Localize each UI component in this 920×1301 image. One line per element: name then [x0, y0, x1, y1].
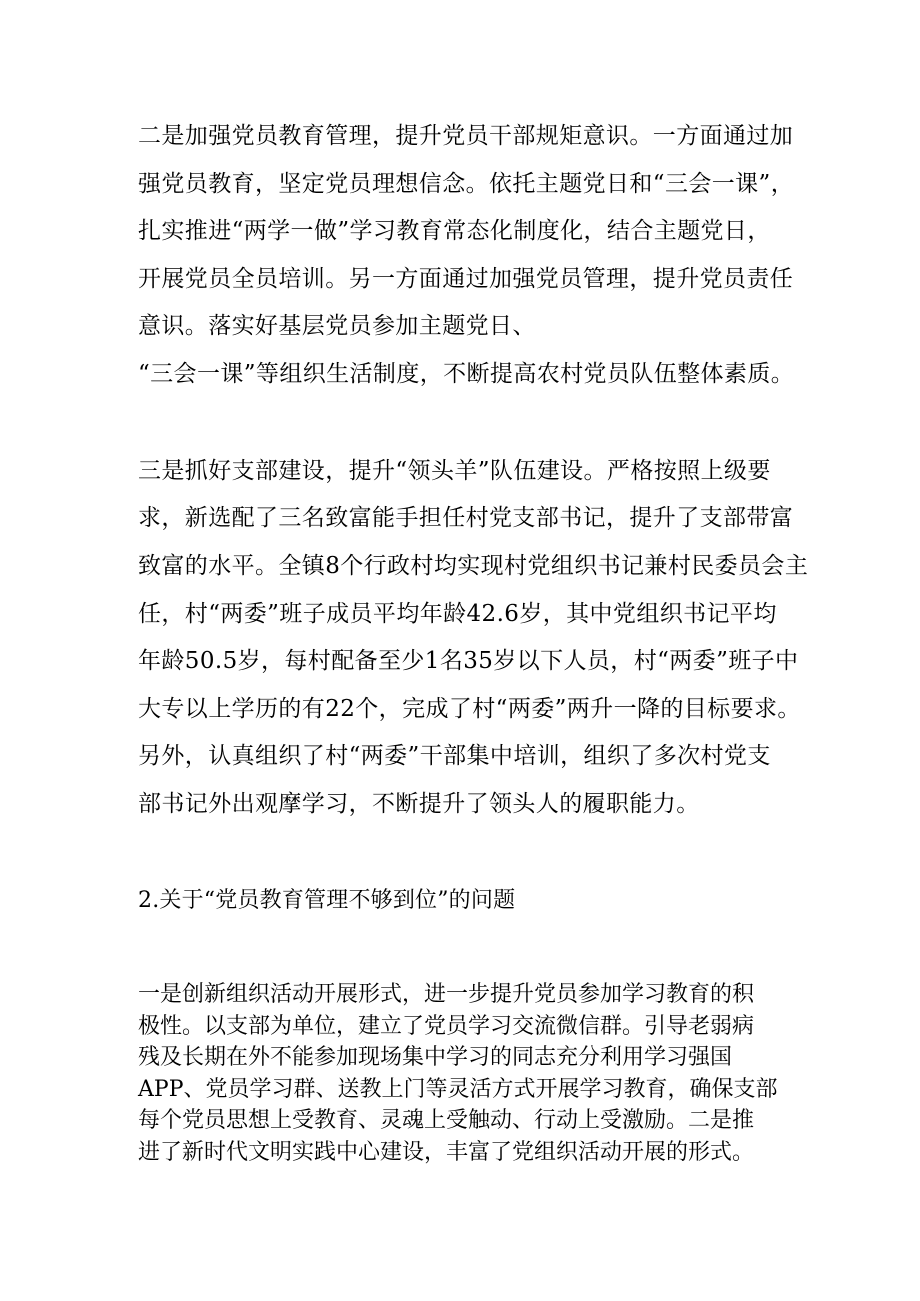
- paragraph-line: 进了新时代文明实践中心建设，丰富了党组织活动开展的形式。: [138, 1140, 755, 1165]
- paragraph-line: 二是加强党员教育管理，提升党员干部规矩意识。一方面通过加: [138, 123, 794, 149]
- paragraph-line: 意识。落实好基层党员参加主题党日、: [138, 313, 536, 339]
- paragraph-line: 年龄50.5岁，每村配备至少1名35岁以下人员，村“两委”班子中: [138, 648, 799, 674]
- paragraph-line: “三会一课”等组织生活制度，不断提高农村党员队伍整体素质。: [138, 361, 795, 387]
- paragraph-line: 残及长期在外不能参加现场集中学习的同志充分利用学习强国: [138, 1045, 733, 1070]
- paragraph-line: 极性。以支部为单位，建立了党员学习交流微信群。引导老弱病: [138, 1014, 755, 1039]
- paragraph-line: 强党员教育，坚定党员理想信念。依托主题党日和“三会一课”，: [138, 171, 795, 197]
- section-heading-text: 2.关于“党员教育管理不够到位”的问题: [138, 888, 516, 913]
- paragraph-line: APP、党员学习群、送教上门等灵活方式开展学习教育，确保支部: [138, 1077, 778, 1102]
- paragraph-line: 致富的水平。全镇8个行政村均实现村党组织书记兼村民委员会主: [138, 553, 809, 579]
- paragraph-line: 一是创新组织活动开展形式，进一步提升党员参加学习教育的积: [138, 982, 755, 1007]
- paragraph-line: 任，村“两委”班子成员平均年龄42.6岁，其中党组织书记平均: [138, 601, 777, 627]
- paragraph-line: 开展党员全员培训。另一方面通过加强党员管理，提升党员责任: [138, 266, 794, 292]
- paragraph-line: 每个党员思想上受教育、灵魂上受触动、行动上受激励。二是推: [138, 1108, 755, 1133]
- paragraph-line: 部书记外出观摩学习，不断提升了领头人的履职能力。: [138, 791, 700, 817]
- paragraph-line: 大专以上学历的有22个，完成了村“两委”两升一降的目标要求。: [138, 696, 801, 722]
- paragraph-line: 另外，认真组织了村“两委”干部集中培训，组织了多次村党支: [138, 743, 771, 769]
- paragraph-line: 三是抓好支部建设，提升“领头羊”队伍建设。严格按照上级要: [138, 458, 771, 484]
- paragraph-line: 扎实推进“两学一做”学习教育常态化制度化，结合主题党日，: [138, 218, 771, 244]
- paragraph-line: 求，新选配了三名致富能手担任村党支部书记，提升了支部带富: [138, 505, 794, 531]
